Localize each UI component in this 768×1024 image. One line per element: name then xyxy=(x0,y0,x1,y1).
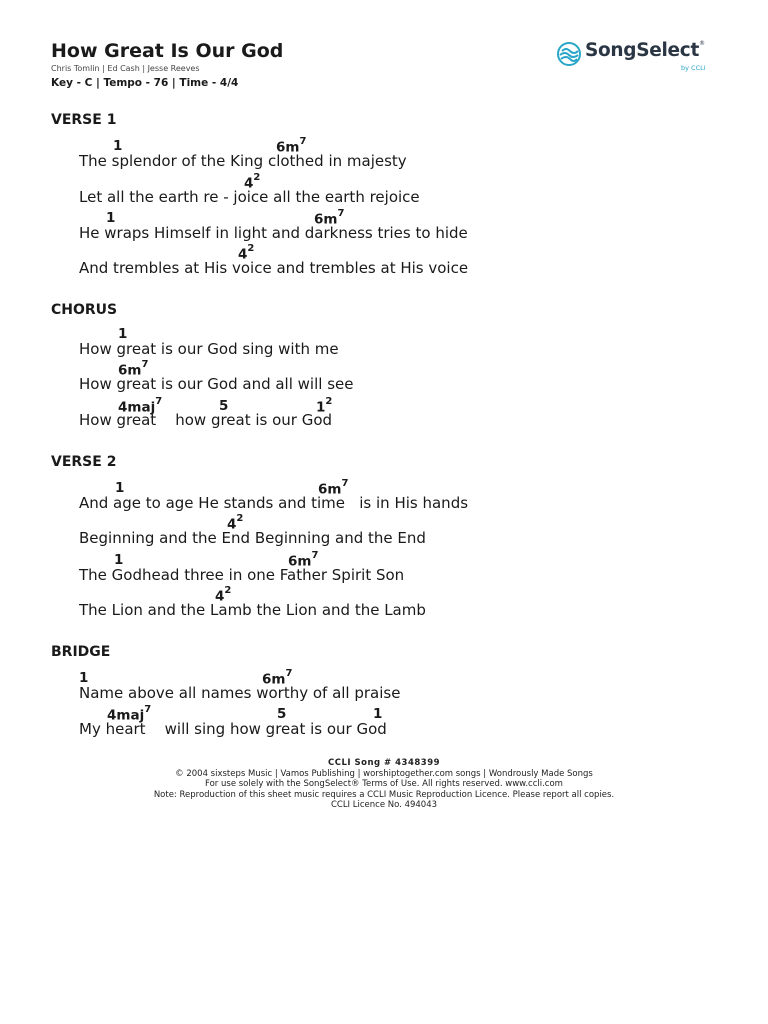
chord: $4^2$ xyxy=(215,585,232,605)
section-heading: CHORUS xyxy=(51,302,118,318)
chord: 1 xyxy=(79,670,89,686)
chord: 1 xyxy=(118,326,128,342)
chord: $4^2$ xyxy=(227,513,244,533)
ccli-licence: CCLI Licence No. 494043 xyxy=(330,800,438,810)
section-heading: VERSE 1 xyxy=(51,112,117,128)
chord: 1 xyxy=(373,706,383,722)
chord: 5 xyxy=(277,706,287,722)
terms-line: For use solely with the SongSelect® Terms of Use. All rights reserved. www.ccli.com xyxy=(205,779,563,789)
chord: 1 xyxy=(113,138,123,154)
chord: 4maj$^7$ xyxy=(118,396,163,416)
chord: $6m^7$ xyxy=(314,208,345,228)
lyric-line: The Godhead three in one Father Spirit Son xyxy=(79,566,405,584)
chord: $6m^7$ xyxy=(288,550,319,570)
lyric-line: How great is our God sing with me xyxy=(79,340,339,358)
chord: $6m^7$ xyxy=(276,136,307,156)
chord: 1 xyxy=(106,210,116,226)
lyric-line: And age to age He stands and time is in His hands xyxy=(79,494,469,512)
chord: 1 xyxy=(114,552,124,568)
chord: $4^2$ xyxy=(244,172,261,192)
lyric-line: How great is our God and all will see xyxy=(79,375,354,393)
chord: 4maj$^7$ xyxy=(107,704,152,724)
lyric-line: The Lion and the Lamb the Lion and the Lamb xyxy=(79,601,426,619)
chord: $6m^7$ xyxy=(262,668,293,688)
song-authors: Chris Tomlin | Ed Cash | Jesse Reeves xyxy=(51,64,200,73)
section-heading: VERSE 2 xyxy=(51,454,117,470)
lyric-line: How great how great is our God xyxy=(79,411,333,429)
songselect-logo-icon xyxy=(557,42,581,66)
logo-sub: by CCLI xyxy=(681,64,706,72)
chord: $6m^7$ xyxy=(118,359,149,379)
lyric-line: Name above all names worthy of all praise xyxy=(79,684,401,702)
section-heading: BRIDGE xyxy=(51,644,111,660)
ccli-footer xyxy=(0,758,768,811)
ccli-song-number: CCLI Song # 4348399 xyxy=(327,758,441,768)
lyric-line: Let all the earth re - joice all the earth rejoice xyxy=(79,188,420,206)
lyric-line: My heart will sing how great is our God xyxy=(79,720,387,738)
lyric-line: And trembles at His voice and trembles at His voice xyxy=(79,259,469,277)
song-title: How Great Is Our God xyxy=(51,40,284,62)
reproduction-note: Note: Reproduction of this sheet music requires a CCLI Music Reproduction Licence. Please report all copies. xyxy=(153,789,615,800)
chord: $6m^7$ xyxy=(318,478,349,498)
chord: 1 xyxy=(115,480,125,496)
chord: 5 xyxy=(219,398,229,414)
chord: $4^2$ xyxy=(238,243,255,263)
logo-name: SongSelect® xyxy=(585,40,705,61)
song-meta: Key - C | Tempo - 76 | Time - 4/4 xyxy=(51,77,239,89)
lyric-line: He wraps Himself in light and darkness tries to hide xyxy=(79,224,468,242)
lyric-line: The splendor of the King clothed in majesty xyxy=(79,152,407,170)
songselect-logo xyxy=(557,40,717,76)
copyright-line: © 2004 sixsteps Music | Vamos Publishing | worshiptogether.com songs | Wondrously Made Songs xyxy=(175,768,593,779)
chord: $1^2$ xyxy=(316,396,333,416)
lyric-line: Beginning and the End Beginning and the End xyxy=(79,529,426,547)
